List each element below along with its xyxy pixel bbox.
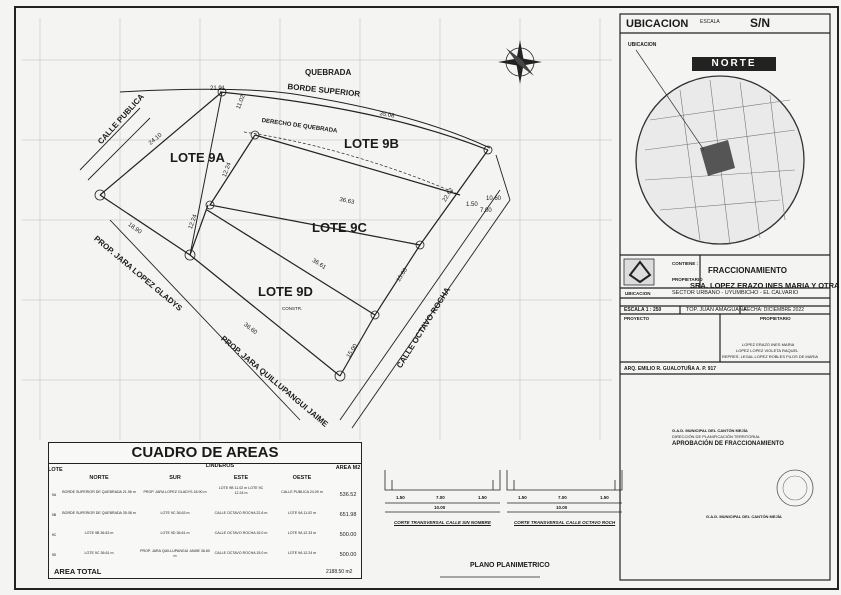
arquitecto: ARQ. EMILIO R. GUALOTUÑA A. P. 917 [624,366,717,372]
s2-w1: 1.50 [518,495,527,500]
prop-quillupangui-label: PROP. JARA QUILLUPANGUI JAIME [219,334,330,429]
area-total-label: AREA TOTAL [54,567,102,576]
col-sur: SUR [169,475,181,481]
dim-36-60: 36.60 [242,322,258,336]
ubicacion-value: SECTOR URBANO - UYUMBICHO - EL CALVARIO [672,290,799,296]
dim-1-50: 1.50 [466,202,478,208]
plano-planimetrico-label: PLANO PLANIMETRICO [470,562,550,569]
escala-label: ESCALA [700,19,720,25]
cell-este: LOTE 9B 11.02 m LOTE 9C 12.24 m [218,486,264,495]
ubicacion-title: UBICACION [626,18,689,30]
quebrada-label: QUEBRADA [305,68,352,77]
dim-10-60: 10.60 [486,196,502,202]
dim-36-63: 36.63 [338,197,355,206]
fecha: FECHA: DICIEMBRE 2022 [744,307,805,313]
cell-lote: 9B [51,513,57,517]
dim-36-61: 36.61 [310,258,327,272]
firmante-3: REPRES. LEGAL LOPEZ ROBLES FILOS DE MARIA [722,354,819,359]
col-area: AREA M2 [335,465,361,471]
dim-18-90: 18.90 [126,222,143,236]
firmante-2: LOPEZ LOPEZ VIOLETA RAQUEL [736,348,799,353]
cell-este: CALLE OCTAVO ROCHA 15.0 m [214,531,268,535]
north-arrow-icon [498,40,542,84]
escala-value: S/N [750,16,771,30]
constr-label: CONSTR. [282,306,303,311]
propietario2-label: PROPIETARIO [760,316,791,321]
stamp-gad-2: G.A.D. MUNICIPAL DEL CANTÓN MEJÍA [706,514,782,519]
contiene-label: CONTIENE : [672,261,699,266]
s1-w2: 7.00 [436,495,445,500]
dim-12-24-lower: 12.24 [188,213,199,231]
cell-area: 536.52 [339,492,357,498]
cell-este: CALLE OCTAVO ROCHA 15.0 m [214,551,268,555]
section-2-caption: CORTE TRANSVERSAL CALLE OCTAVO ROCH [514,520,616,525]
dim-15-00-lower: 15.00 [346,343,360,360]
borde-superior-label: BORDE SUPERIOR [287,82,361,99]
dim-22-62: 22.62 [442,187,456,204]
lote-9d-label: LOTE 9D [258,284,313,299]
s1-w3: 1.50 [478,495,487,500]
col-este: ESTE [233,475,249,481]
lote-9a-label: LOTE 9A [170,150,225,165]
quebrada-lines [120,89,490,195]
stamp-gad: G.A.D. MUNICIPAL DEL CANTÓN MEJÍA [672,428,748,433]
s1-total: 10.00 [434,505,446,510]
linderos-header: LINDEROS [205,463,235,469]
cell-oeste: LOTE 9A 12.33 m [287,531,317,535]
firmante-1: LOPEZ ERAZO INES MARIA [742,342,795,347]
cell-lote: 9C [51,533,57,537]
calle-publica-label: CALLE PUBLICA [96,92,146,147]
cell-norte: BORDE SUPERIOR DE QUEBRADA 21.96 m [62,490,136,494]
company-logo [624,259,654,285]
cell-este: CALLE OCTAVO ROCHA 22.6 m [214,511,268,515]
area-total-value: 2188.50 m2 [326,569,353,575]
cell-norte: LOTE 9C 36.61 m [84,551,114,555]
prop-gladys-label: PROP. JARA LOPEZ GLADYS [92,234,184,313]
location-map [636,50,804,245]
escala-block: ESCALA 1 : 250 [624,307,662,313]
lote-9b-label: LOTE 9B [344,136,399,151]
dim-7-00: 7.00 [480,208,492,214]
dim-11-02: 11.02 [236,94,247,111]
areas-title: CUADRO DE AREAS [49,443,361,464]
norte-banner: NORTE [692,57,776,71]
stamp-direccion: DIRECCIÓN DE PLANIFICACIÓN TERRITORIAL [672,434,761,439]
stamp-aprobacion: APROBACIÓN DE FRACCIONAMIENTO [672,441,784,447]
seal-stamp [777,470,813,506]
col-lote: LOTE [48,467,63,473]
cell-sur: LOTE 9C 36.63 m [160,511,190,515]
cell-sur: PROP. JARA QUILLUPANGUI JAIME 36.60 m [140,549,210,558]
cell-lote: 9A [51,493,57,497]
section-1-caption: CORTE TRANSVERSAL CALLE SIN NOMBRE [394,520,491,525]
dim-21-91: 21.91 [210,86,226,92]
cell-oeste: LOTE 9A 12.24 m [287,551,317,555]
calle-octavo-label: CALLE OCTAVO ROCHA [395,285,453,370]
cell-area: 500.00 [339,532,357,538]
contiene-value: FRACCIONAMIENTO [708,266,787,275]
cell-area: 500.00 [339,552,357,558]
dim-35-08: 35.08 [378,111,395,120]
col-norte: NORTE [89,475,109,481]
s2-w2: 7.00 [558,495,567,500]
cell-sur: LOTE 9D 36.61 m [160,531,190,535]
cell-area: 651.98 [339,512,357,518]
boundary-markers [95,88,492,381]
cell-lote: 9D [51,553,57,557]
cell-oeste: LOTE 9A 11.02 m [287,511,317,515]
ubicacion-key: UBICACION [625,291,651,296]
s1-w1: 1.50 [396,495,405,500]
derecho-quebrada-label: DERECHO DE QUEBRADA [261,118,338,135]
proyecto-label: PROYECTO [624,316,650,321]
propietario-value: SRA. LOPEZ ERAZO INES MARIA Y OTRA [690,281,840,290]
dim-15-00-upper: 15.00 [396,267,410,284]
topografo: TOP. JUAN AMAGUAÑA [686,307,747,313]
cell-norte: BORDE SUPERIOR DE QUEBRADA 35.08 m [62,511,136,515]
col-oeste: OESTE [292,475,312,481]
dim-24-10: 24.10 [148,132,164,147]
dim-12-24-upper: 12.24 [222,161,233,179]
s2-w3: 1.50 [600,495,609,500]
ubicacion-tag: UBICACION [628,42,657,48]
cell-oeste: CALLE PUBLICA 24.09 m [281,490,323,494]
s2-total: 10.00 [556,505,568,510]
propietario-label: PROPIETARIO [672,277,703,282]
cell-sur: PROP. JARA LOPEZ GLADYS 18.90 m [143,490,207,494]
cell-norte: LOTE 9B 36.63 m [84,531,114,535]
lote-9c-label: LOTE 9C [312,220,367,235]
